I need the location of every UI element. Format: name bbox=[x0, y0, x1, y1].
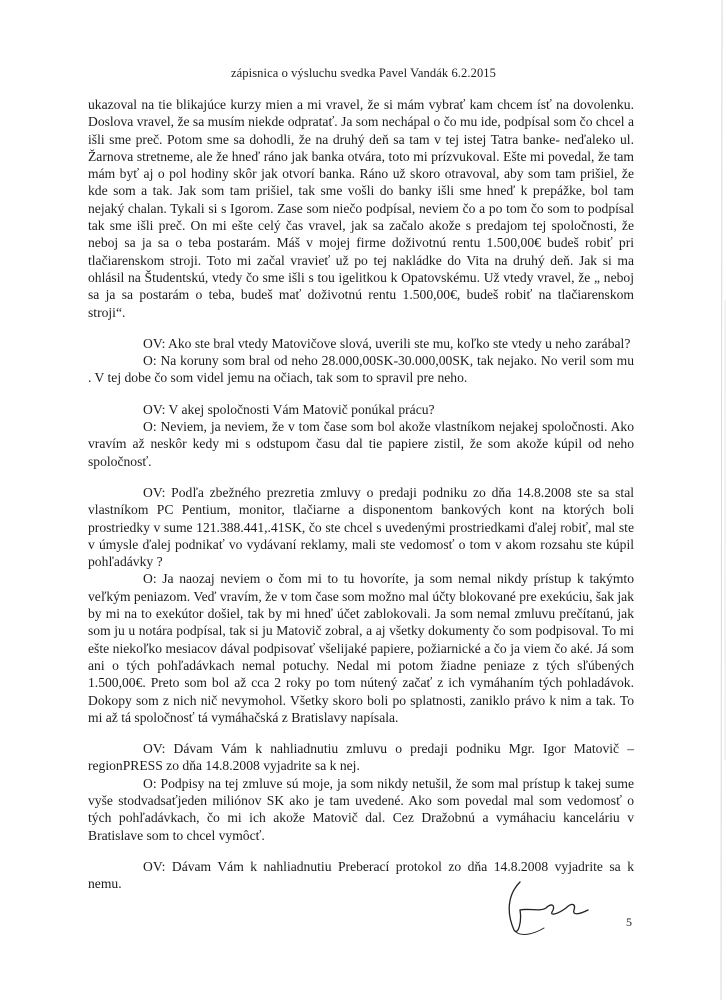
page-number: 5 bbox=[626, 915, 632, 929]
handwritten-signature bbox=[500, 872, 600, 942]
question-salary: OV: Ako ste bral vtedy Matovičove slová, uverili ste mu, koľko ste vtedy u neho zarábal? bbox=[143, 335, 631, 351]
question-contract: OV: Podľa zbežného prezretia zmluvy o predaji podniku zo dňa 14.8.2008 ste sa stal vlastníkom PC Pentium, monitor, tlačiarne a disponentom bankových kont na ktorých boli prostriedky v sume 121.388.441,.41SK, čo ste chcel s uvedenými prostriedkami ďalej robiť, mal ste v úmysle ďalej podnikať vo vydávaní reklamy, mali ste vedomosť o tom v akom rozsahu ste kúpil pohľadávky ? bbox=[88, 484, 634, 570]
document-body bbox=[88, 96, 634, 892]
answer-contract: O: Ja naozaj neviem o čom mi to tu hovoríte, ja som nemal nikdy prístup k takýmto veľkým peniazom. Veď vravím, že v tom čase som možno mal účty blokované pre exekúciu, šak jak by mi na to exekútor došiel, tak by mi hneď účet zablokovali. Ja som nemal zmluvu prečítanú, jak som ju u notára podpísal, tak si ju Matovič zobral, a aj všetky dokumenty čo som podpisoval. To mi ešte niekoľko mesiacov dával podpisovať všelijaké papiere, požiarnické a čo ja viem čo aké. Já som ani o tých pohľadávkach nemal potuchy. Nedal mi potom žiadne peniaze z tých sľúbených 1.500,00€. Preto som bol až cca 2 roky po tom nútený začať z ich vymáhaním tých pohladávok. Dokopy som z nich nič nevymohol. Všetky skoro boli po splatnosti, zaniklo právo k nim a tak. To mi až tá spoločnosť tá vymáhačská z Bratislavy napísala. bbox=[88, 571, 634, 725]
scan-edge-mark bbox=[714, 0, 727, 1000]
answer-company: O: Neviem, ja neviem, že v tom čase som bol akože vlastníkom nejakej spoločnosti. Ako vravím až neskôr kedy mi s odstupom času dal tie papiere zistil, že som akože kúpil od neho spoločnosť. bbox=[88, 419, 634, 469]
answer-salary: O: Na koruny som bral od neho 28.000,00SK-30.000,00SK, tak nejako. No veril som mu . V tej dobe čo som videl jemu na očiach, tak som to spravil pre neho. bbox=[88, 353, 634, 386]
answer-sale-agreement: O: Podpisy na tej zmluve sú moje, ja som nikdy netušil, že som mal prístup k takej sume vyše stodvadsaťjeden miliónov SK ako je tam uvedené. Ako som povedal mal som vedomosť o tých pohľadávkach, čo mi ich akože Matovič dal. Cez Dražobnú a vymáhaciu kanceláriu v Bratislave som to chcel vymôcť. bbox=[88, 775, 634, 843]
question-company: OV: V akej spoločnosti Vám Matovič ponúkal prácu? bbox=[143, 401, 435, 417]
question-handover-protocol: OV: Dávam Vám k nahliadnutiu Preberací protokol zo dňa 14.8.2008 vyjadrite sa k nemu. bbox=[88, 858, 634, 892]
document-header: zápisnica o výsluchu svedka Pavel Vandák 6.2.2015 bbox=[230, 66, 497, 80]
paragraph-testimony-continuation: ukazoval na tie blikajúce kurzy mien a mi vravel, že si mám vybrať kam chcem ísť na dovolenku. Doslova vravel, že sa musím niekde odpratať. Ja som nechápal o čo mu ide, podpísal som čo chcel a išli sme preč. Potom sme sa dohodli, že na druhý deň sa tam v tej istej Tatra banke- neďaleko ul. Žarnova stretneme, ale že hneď ráno jak banka otvára, toto mi prízvukoval. Ešte mi povedal, že tam mám byť aj o pol hodiny skôr jak otvorí banka. Ráno už skoro otravoval, aby som tam prišiel, že kde som a tak. Jak som tam prišiel, tak sme vošli do banky išli sme hneď k prepážke, bol tam nejaký chalan. Tykali si s Igorom. Zase som niečo podpísal, neviem čo a po tom čo som to podpísal tak sme išli preč. On mi ešte celý čas vravel, jak sa začalo akože s predajom tej spoločnosti, že neboj sa ja sa o teba postarám. Máš v mojej firme doživotnú rentu 1.500,00€ budeš robiť pri tlačiarenskom stroji. Toto mi začal vravieť už po tej nakládke do Vita na druhý deň. Jak si ma ohlásil na Študentskú, vtedy čo sme išli s tou igelitkou k Opatovskému. Už vtedy vravel, že „ neboj sa ja sa postarám o teba, budeš mať doživotnú rentu 1.500,00€, budeš robiť na tlačiarenskom stroji“. bbox=[88, 97, 635, 320]
question-sale-agreement: OV: Dávam Vám k nahliadnutiu zmluvu o predaji podniku Mgr. Igor Matovič – regionPRESS zo dňa 14.8.2008 vyjadrite sa k nej. bbox=[88, 741, 634, 774]
